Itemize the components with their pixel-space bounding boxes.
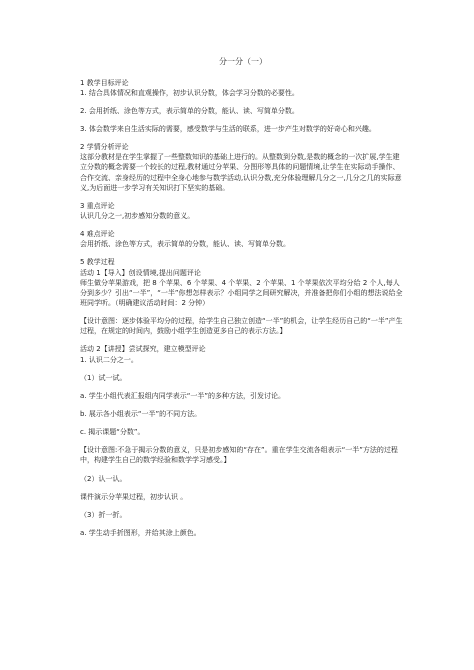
document-title: 分一分（一） (219, 57, 267, 66)
activity-1-heading: 活动 1【导入】创设情境,提出问题评论 (80, 268, 201, 277)
activity-2-fold-item-a: a. 学生动手折图形，并给其涂上颜色。 (80, 528, 201, 537)
objective-item-3: 3. 体会数学来自生活实际的需要，感受数学与生活的联系，进一步产生对数学的好奇心和兴趣。 (80, 125, 376, 134)
activity-2-know-text: 课件演示分苹果过程，初步认识 。 (80, 492, 188, 501)
objective-item-1: 1. 结合具体情况和直观操作，初步认识分数，体会学习分数的必要性。 (80, 88, 299, 97)
section-heading-key-points: 3 重点评论 (80, 201, 115, 210)
activity-2-heading: 活动 2【讲授】尝试探究，建立模型评论 (80, 345, 206, 354)
activity-2-try-item-c: c. 揭示课题“分数”。 (80, 428, 145, 437)
section-heading-objectives: 1 教学目标评论 (80, 78, 129, 87)
activity-2-design-note: 【设计意图:不急于揭示分数的意义，只是初步感知的“存在”。重在学生交流各组表示“一半”方法的过程中，构建学生自己的数学经验和数学学习感受。】 (80, 446, 398, 465)
activity-2-know-heading: （2）认一认。 (80, 474, 127, 483)
activity-2-try-item-b: b. 展示各小组表示“一半”的不同方法。 (80, 409, 202, 418)
key-points-text: 认识几分之一,初步感知分数的意义。 (80, 212, 195, 220)
activity-1-design-note: 【设计意图：逐步体验平均分的过程，给学生自己独立创造“一半”的机会，让学生经历自己的“一半”产生过程，在规定的时间内，鼓励小组学生创造更多自己的表示方法。】 (80, 317, 403, 336)
analysis-paragraph: 这部分教材是在学生掌握了一些整数知识的基础上进行的。从整数到分数,是数的概念的一次扩展,学生建立分数的概念需要一个较长的过程,教材通过分苹果、分图形等具体的问题情境,让学生在实际动手操作、合作交流、亲身经历的过程中全身心地参与数学活动,认识分数,充分体验理解几分之一,几分之几的实际意义,为后面进一步学习有关知识打下坚实的基础。 (80, 153, 402, 192)
difficulties-text: 会用折纸、涂色等方式，表示简单的分数，能认、读、写简单分数。 (80, 240, 290, 249)
document-body (80, 56, 406, 542)
section-heading-analysis: 2 学情分析评论 (80, 143, 129, 152)
activity-2-try-heading: （1）试一试。 (80, 373, 127, 382)
activity-2-try-item-a: a. 学生小组代表汇报组内同学表示“一半”的多种方法，引发讨论。 (80, 391, 285, 400)
activity-1-text: 师生做分苹果游戏，把 8 个苹果、6 个苹果、4 个苹果、2 个苹果、1 个苹果依次平均分给 2 个人,每人分到多少？引出“一半”，“一半”你想怎样表示？小组同学之间研究解决，并准备把你们小组的想法说给全班同学听。（明确建议活动时间：2 分钟） (80, 278, 403, 307)
activity-2-subheading: 1. 认识二分之一。 (80, 355, 138, 364)
objective-item-2: 2. 会用折纸、涂色等方式，表示简单的分数，能认、读、写简单分数。 (80, 106, 299, 115)
section-heading-process: 5 教学过程 (80, 258, 115, 267)
section-heading-difficulties: 4 难点评论 (80, 230, 115, 239)
activity-2-fold-heading: （3）折一折。 (80, 510, 127, 519)
